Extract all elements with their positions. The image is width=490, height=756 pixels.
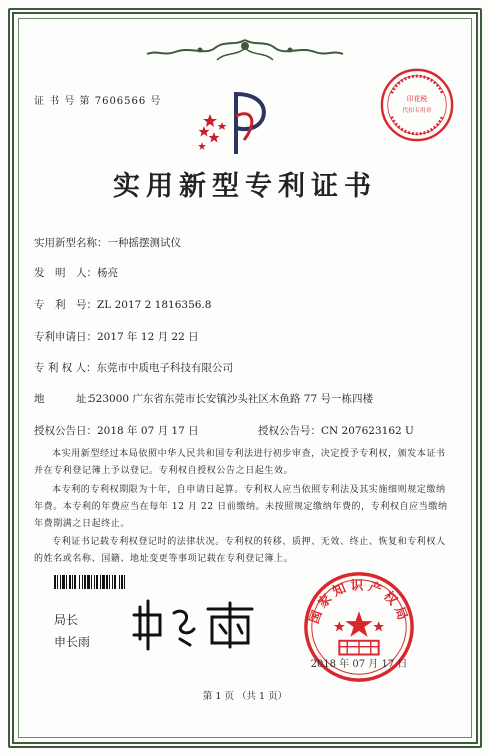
- director-title: 局长: [54, 613, 79, 627]
- svg-text:国家知识产权局: 国家知识产权局: [307, 578, 411, 626]
- field-inventor: [34, 266, 118, 280]
- field-value: 2018 年 07 月 17 日: [97, 425, 199, 437]
- paragraph-legal-status: 专利证书记载专利权登记时的法律状况。专利权的转移、质押、无效、终止、恢复和专利权人的姓名或名称、国籍、地址变更等事项记载在专利登记簿上。: [34, 537, 446, 564]
- patent-office-emblem-icon: [196, 88, 276, 158]
- barcode: [54, 575, 152, 589]
- certificate-title: 实用新型专利证书: [113, 171, 377, 202]
- field-patentee: [34, 361, 233, 375]
- svg-text:代扣专用章: 代扣专用章: [402, 107, 432, 114]
- agent-seal-stamp-icon: [378, 66, 456, 144]
- field-value: CN 207623162 U: [321, 425, 414, 437]
- certificate-number: 证 书 号 第 7606566 号: [34, 96, 162, 107]
- field-value: 2017 年 12 月 22 日: [97, 331, 199, 343]
- top-ornament: [145, 36, 345, 66]
- field-grant-notice-number: [258, 424, 414, 438]
- field-label: 专利申请日：: [34, 331, 97, 343]
- paragraph-term-fees: 本专利的专利权期限为十年，自申请日起算。专利权人应当依照专利法及其实施细则规定缴纳年费。本专利的年费应当在每年 12 月 22 日前缴纳。未按照规定缴纳年费的，专利权自应当缴纳年费期满之日起终止。: [34, 485, 448, 529]
- address-value: 523000 广东省东莞市长安镇沙头社区木鱼路 77 号一栋四楼: [89, 393, 373, 405]
- director-signature-icon: [130, 595, 260, 655]
- field-label: 专 利 号：: [34, 299, 97, 311]
- field-label: 地 址：: [34, 393, 97, 405]
- field-label: 专 利 权 人：: [34, 362, 97, 374]
- director-name: 申长雨: [54, 635, 91, 649]
- field-application-date: [34, 330, 199, 344]
- field-value: 一种摇摆测试仪: [107, 237, 181, 249]
- field-value: 东莞市中质电子科技有限公司: [96, 362, 234, 374]
- field-address: [34, 392, 97, 406]
- field-label: 实用新型名称：: [34, 237, 108, 249]
- paragraph-grant-statement: 本实用新型经过本局依照中华人民共和国专利法进行初步审查，决定授予专利权，颁发本证书并在专利登记簿上予以登记。专利权自授权公告之日起生效。: [34, 449, 446, 476]
- field-label: 发 明 人：: [34, 267, 97, 279]
- field-label: 授权公告号：: [258, 425, 321, 437]
- field-value: 杨亮: [97, 267, 118, 279]
- field-label: 授权公告日：: [34, 425, 97, 437]
- field-utility-model-name: [34, 236, 181, 250]
- seal-date: 2018 年 07 月 17 日: [310, 659, 408, 670]
- field-value: ZL 2017 2 1816356.8: [97, 299, 212, 311]
- page-number: 第 1 页 （共 1 页）: [202, 691, 288, 702]
- field-patent-number: [34, 298, 211, 312]
- field-grant-date: [34, 424, 199, 438]
- svg-text:印花税: 印花税: [406, 95, 428, 104]
